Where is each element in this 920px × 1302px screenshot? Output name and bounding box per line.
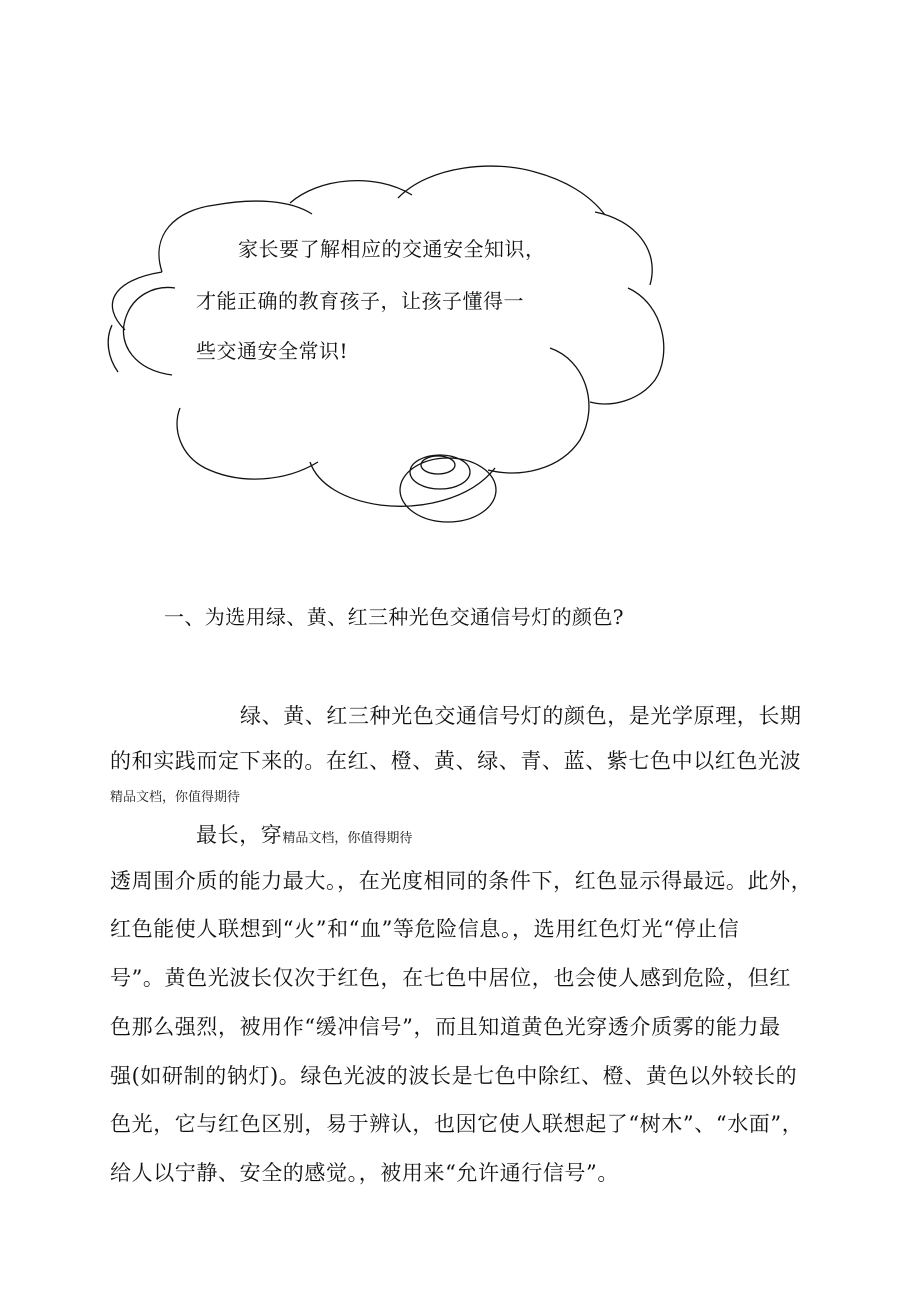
cloud-lobe-top-middle: [290, 181, 412, 203]
body-line-9: 色光，它与红色区别，易于辨认，也因它使人联想起了“树木”、“水面”，: [110, 1112, 804, 1136]
cloud-callout-shape: [0, 0, 920, 560]
cloud-text-line-2: 才能正确的教育孩子，让孩子懂得一: [196, 289, 524, 313]
cloud-tail-bubble-medium: [410, 455, 470, 489]
body-line-4: 透周围介质的能力最大。，在光度相同的条件下，红色显示得最远。此外，: [110, 869, 813, 893]
cloud-tail-bubble-large: [400, 458, 496, 522]
cloud-lobe-bottom-left: [177, 408, 318, 479]
cloud-lobe-right-upper: [595, 212, 652, 285]
section-heading: 一、为选用绿、黄、红三种光色交通信号灯的颜色?: [164, 605, 624, 629]
cloud-lobe-far-left: [108, 325, 118, 372]
body-line-5: 红色能使人联想到“火”和“血”等危险信息。，选用红色灯光“停止信: [110, 917, 740, 941]
watermark-note-1: 精品文档，你值得期待: [110, 790, 241, 805]
cloud-lobe-left-upper: [112, 272, 162, 330]
body-line-2: 的和实践而定下来的。在红、橙、黄、绿、青、蓝、紫七色中以红色光波: [110, 749, 802, 773]
body-line-8: 强(如研制的钠灯)。绿色光波的波长是七色中除红、橙、黄色以外较长的: [110, 1064, 798, 1088]
cloud-lobe-bottom-right: [488, 348, 589, 473]
body-line-3-main: 最长，穿: [196, 823, 283, 847]
cloud-text-line-1: 家长要了解相应的交通安全知识，: [238, 237, 546, 261]
cloud-lobe-top-right: [398, 166, 605, 215]
cloud-lobe-left-lower: [123, 287, 175, 375]
body-line-10: 给人以宁静、安全的感觉。，被用来“允许通行信号”。: [110, 1161, 619, 1185]
body-line-3: [196, 820, 412, 854]
cloud-text-line-3: 些交通安全常识!: [196, 339, 349, 363]
cloud-lobe-right: [590, 288, 664, 404]
body-line-7: 色那么强烈，被用作“缓冲信号”，而且知道黄色光穿透介质雾的能力最: [110, 1015, 781, 1039]
body-line-6: 号”。黄色光波长仅次于红色，在七色中居位，也会使人感到危险，但红: [110, 966, 791, 990]
watermark-note-2: 精品文档，你值得期待: [282, 831, 413, 846]
body-line-1: 绿、黄、红三种光色交通信号灯的颜色，是光学原理，长期: [240, 704, 802, 728]
